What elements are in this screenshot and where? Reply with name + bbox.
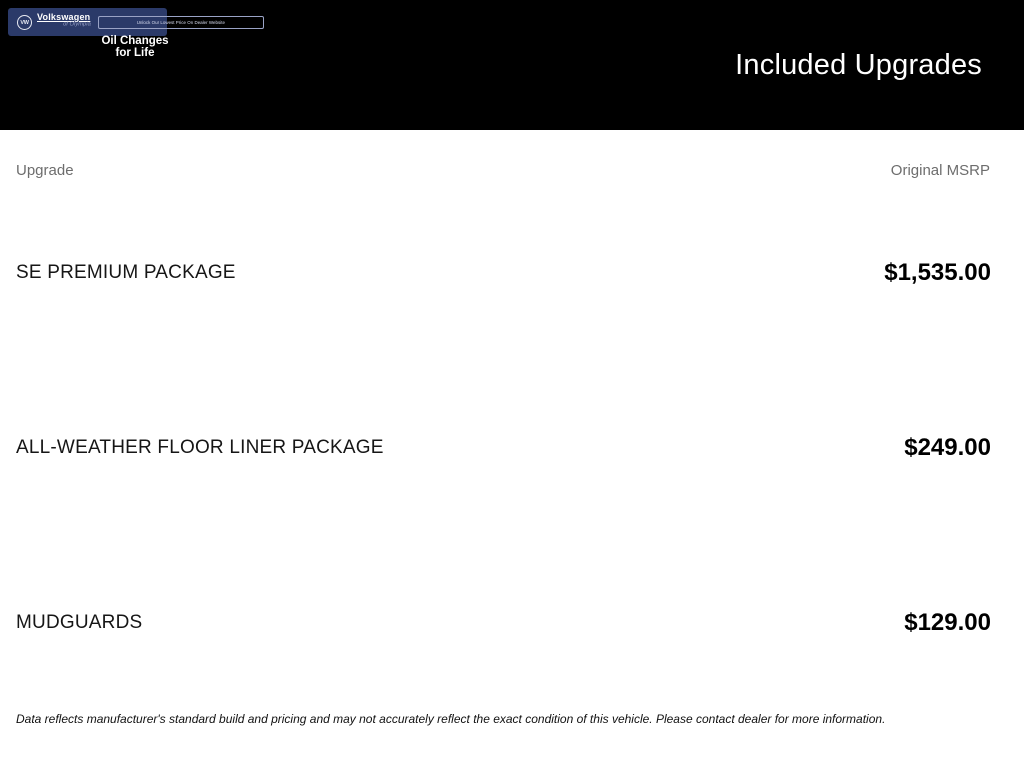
dealer-banner[interactable]: [8, 8, 226, 36]
volkswagen-logo-icon: VW: [17, 15, 32, 30]
upgrade-name: ALL-WEATHER FLOOR LINER PACKAGE: [16, 437, 384, 458]
page-title: Included Upgrades: [735, 49, 982, 81]
unlock-price-button[interactable]: [98, 16, 264, 29]
oil-changes-tagline: [93, 35, 177, 59]
upgrade-name: MUDGUARDS: [16, 612, 143, 633]
upgrade-price: $249.00: [904, 434, 991, 461]
table-column-headers: [0, 160, 1024, 180]
column-header-upgrade: Upgrade: [16, 161, 74, 179]
table-row: [0, 433, 1024, 463]
upgrade-name: SE PREMIUM PACKAGE: [16, 262, 236, 283]
table-row: [0, 258, 1024, 288]
table-row: [0, 608, 1024, 638]
disclaimer-text: Data reflects manufacturer's standard build and pricing and may not accurately reflect the exact condition of this vehicle. Please contact dealer for more information.: [16, 712, 886, 726]
page-header: [0, 0, 1024, 130]
dealer-brand-block: [37, 12, 90, 32]
column-header-original-msrp: Original MSRP: [890, 161, 990, 179]
unlock-price-button-label: Unlock Our Lowest Price On Dealer Website: [137, 19, 226, 25]
tagline-line-1: Oil Changes: [101, 35, 169, 47]
upgrade-price: $1,535.00: [884, 259, 991, 286]
tagline-line-2: for Life: [115, 47, 155, 60]
dealer-sub-brand: of Olympia: [62, 21, 91, 28]
dealer-brand-name: Volkswagen: [37, 12, 91, 22]
upgrade-price: $129.00: [904, 609, 991, 636]
